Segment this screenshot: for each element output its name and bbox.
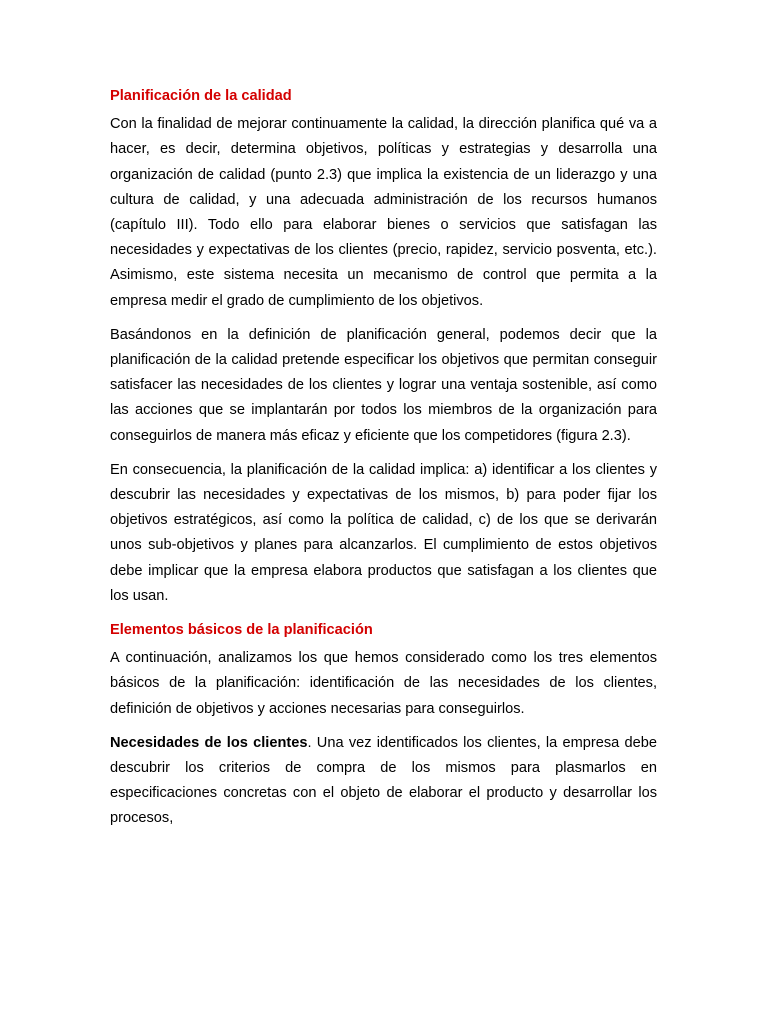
paragraph-5	[110, 731, 657, 832]
paragraph-1: Con la finalidad de mejorar continuamente la calidad, la dirección planifica qué va a hacer, es decir, determina objetivos, políticas y estrategias y desarrolla una organización de calidad (punto 2.3) que implica la existencia de un liderazgo y una cultura de calidad, y una adecuada administración de los recursos humanos (capítulo III). Todo ello para elaborar bienes o servicios que satisfagan las necesidades y expectativas de los clientes (precio, rapidez, servicio posventa, etc.). Asimismo, este sistema necesita un mecanismo de control que permita a la empresa medir el grado de cumplimiento de los objetivos.	[110, 116, 657, 309]
paragraph-5-body: . Una vez identificados los clientes, la empresa debe descubrir los criterios de compra de los mismos para plasmarlos en especificaciones concretas con el objeto de elaborar el producto y desarrollar los procesos,	[110, 734, 657, 827]
document-page	[110, 84, 657, 832]
paragraph-4: A continuación, analizamos los que hemos considerado como los tres elementos básicos de la planificación: identificación de las necesidades de los clientes, definición de objetivos y acciones necesarias para conseguirlos.	[110, 650, 657, 717]
paragraph-5-lead: Necesidades de los clientes	[110, 734, 308, 751]
paragraph-2: Basándonos en la definición de planificación general, podemos decir que la planificación de la calidad pretende especificar los objetivos que permitan conseguir satisfacer las necesidades de los clientes y lograr una ventaja sostenible, así como las acciones que se implantarán por todos los miembros de la organización para conseguirlos de manera más eficaz y eficiente que los competidores (figura 2.3).	[110, 326, 657, 444]
paragraph-3: En consecuencia, la planificación de la calidad implica: a) identificar a los clientes y descubrir las necesidades y expectativas de los mismos, b) para poder fijar los objetivos estratégicos, así como la política de calidad, c) de los que se derivarán unos sub-objetivos y planes para alcanzarlos. El cumplimiento de estos objetivos debe implicar que la empresa elabora productos que satisfagan a los clientes que los usan.	[110, 461, 657, 604]
section-heading-elementos: Elementos básicos de la planificación	[110, 622, 373, 639]
section-heading-planificacion: Planificación de la calidad	[110, 88, 292, 104]
